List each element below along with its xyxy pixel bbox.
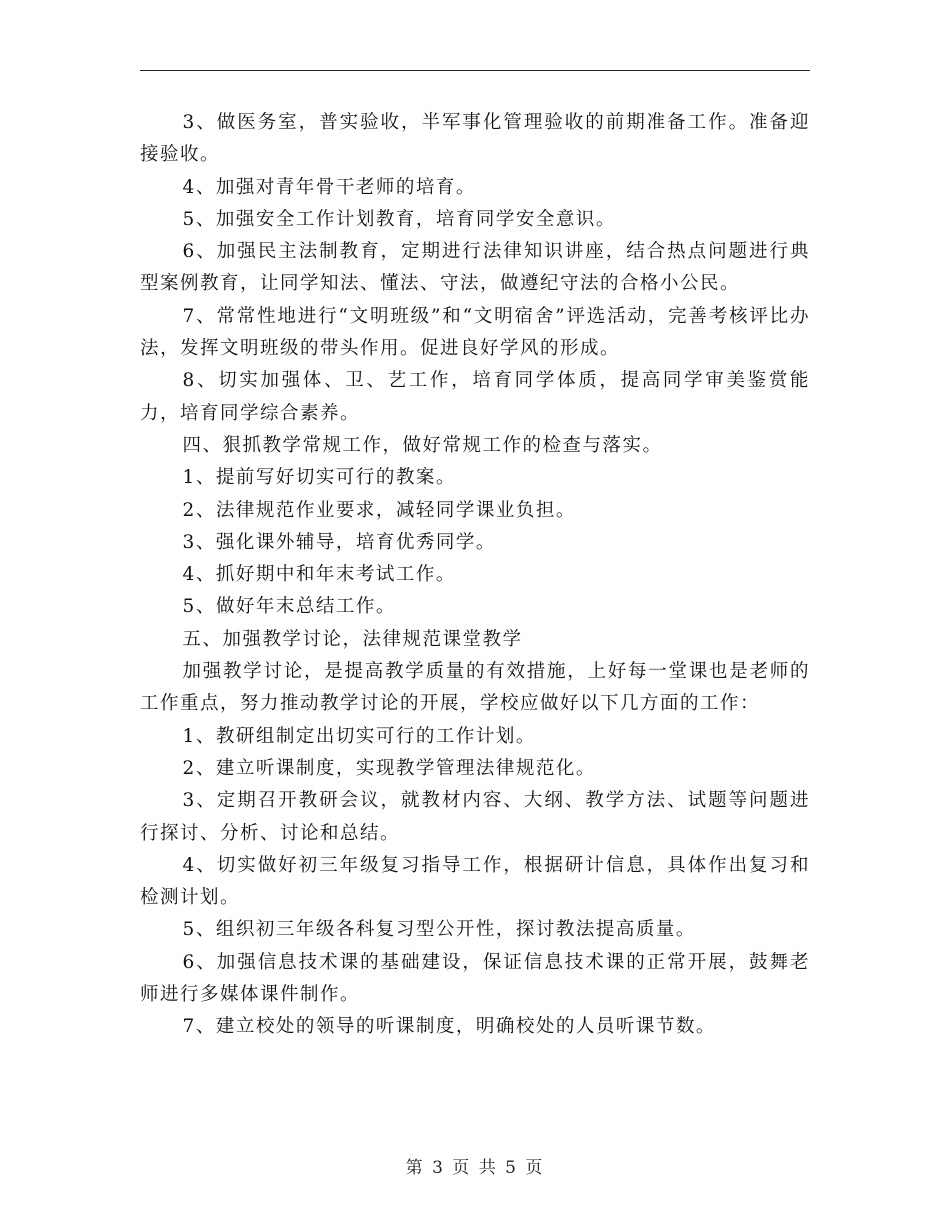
paragraph: 3、做医务室，普实验收，半军事化管理验收的前期准备工作。准备迎接验收。 bbox=[140, 112, 810, 166]
paragraph: 3、定期召开教研会议，就教材内容、大纲、教学方法、试题等问题进行探讨、分析、讨论和总结。 bbox=[140, 790, 810, 844]
paragraph: 5、做好年末总结工作。 bbox=[182, 596, 396, 618]
paragraph: 4、加强对青年骨干老师的培育。 bbox=[182, 176, 476, 198]
paragraph: 3、强化课外辅导，培育优秀同学。 bbox=[182, 531, 496, 553]
section-heading: 五、加强教学讨论，法律规范课堂教学 bbox=[182, 628, 523, 650]
paragraph: 2、建立听课制度，实现教学管理法律规范化。 bbox=[182, 757, 596, 779]
header-rule bbox=[140, 70, 810, 71]
paragraph: 1、教研组制定出切实可行的工作计划。 bbox=[182, 725, 536, 747]
paragraph: 7、建立校处的领导的听课制度，明确校处的人员听课节数。 bbox=[182, 1016, 716, 1038]
paragraph: 2、法律规范作业要求，减轻同学课业负担。 bbox=[182, 499, 576, 521]
section-heading: 四、狠抓教学常规工作，做好常规工作的检查与落实。 bbox=[182, 434, 663, 456]
paragraph: 8、切实加强体、卫、艺工作，培育同学体质，提高同学审美鉴赏能力，培育同学综合素养。 bbox=[140, 370, 810, 424]
paragraph: 7、常常性地进行“文明班级”和“文明宿舍”评选活动，完善考核评比办法，发挥文明班级的带头作用。促进良好学风的形成。 bbox=[140, 305, 810, 360]
paragraph: 5、组织初三年级各科复习型公开性，探讨教法提高质量。 bbox=[182, 919, 696, 941]
paragraph: 5、加强安全工作计划教育，培育同学安全意识。 bbox=[182, 208, 616, 230]
paragraph: 6、加强信息技术课的基础建设，保证信息技术课的正常开展，鼓舞老师进行多媒体课件制作。 bbox=[140, 951, 810, 1006]
page-number: 第 3 页 共 5 页 bbox=[405, 1158, 545, 1178]
paragraph: 4、切实做好初三年级复习指导工作，根据研计信息，具体作出复习和检测计划。 bbox=[140, 854, 810, 909]
paragraph: 4、抓好期中和年末考试工作。 bbox=[182, 564, 456, 586]
paragraph: 加强教学讨论，是提高教学质量的有效措施，上好每一堂课也是老师的工作重点，努力推动教学讨论的开展，学校应做好以下几方面的工作： bbox=[140, 661, 810, 715]
paragraph: 6、加强民主法制教育，定期进行法律知识讲座，结合热点问题进行典型案例教育，让同学知法、懂法、守法，做遵纪守法的合格小公民。 bbox=[140, 241, 810, 295]
paragraph: 1、提前写好切实可行的教案。 bbox=[182, 467, 456, 489]
document-body bbox=[140, 107, 810, 1044]
